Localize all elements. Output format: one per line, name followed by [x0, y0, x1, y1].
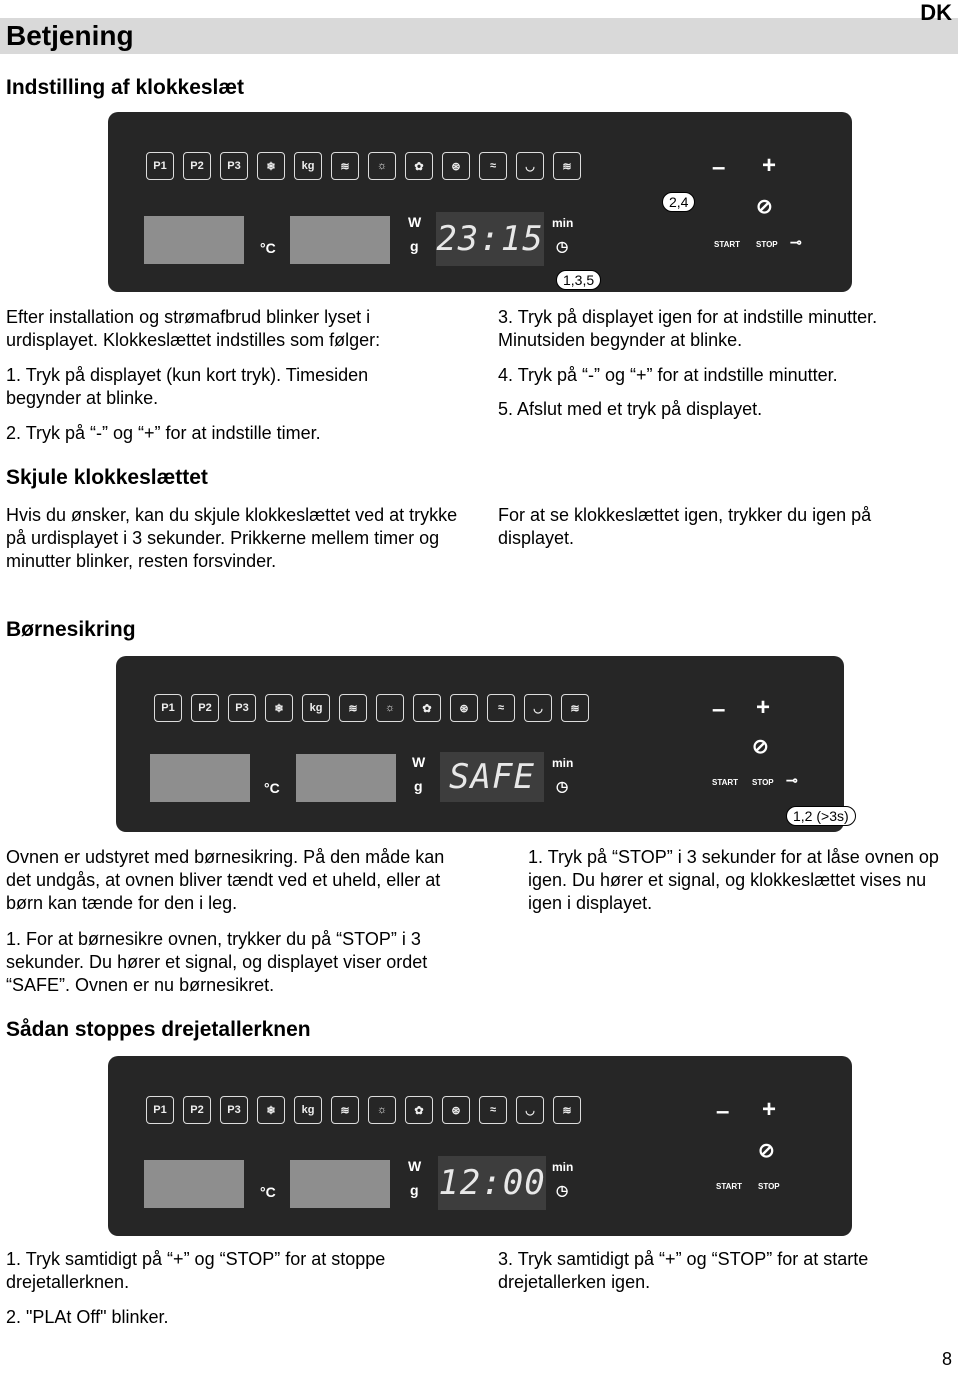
- start-button[interactable]: START: [712, 778, 739, 787]
- language-label: DK: [920, 0, 952, 25]
- page-number: 8: [941, 1349, 952, 1369]
- start-button[interactable]: START: [716, 1182, 743, 1191]
- program-icons: [146, 152, 581, 180]
- steam-icon[interactable]: ≈: [487, 694, 515, 722]
- minus-button[interactable]: –: [712, 696, 726, 723]
- header-bar: [0, 18, 958, 54]
- program-icons-2: [154, 694, 589, 722]
- temperature-box[interactable]: [144, 1160, 244, 1208]
- show-clock-text: For at se klokkeslættet igen, trykker du igen på displayet.: [498, 505, 872, 548]
- defrost-icon[interactable]: ❄: [265, 694, 293, 722]
- stop-button[interactable]: STOP: [752, 778, 774, 787]
- defrost-icon[interactable]: ❄: [257, 1096, 285, 1124]
- bowl-icon[interactable]: ◡: [524, 694, 552, 722]
- min-label: min: [552, 1160, 574, 1174]
- hot-air-icon[interactable]: ✿: [405, 152, 433, 180]
- power-box[interactable]: [296, 754, 396, 802]
- child-lock-intro: Ovnen er udstyret med børnesikring. På den måde kan det undgås, at ovnen bliver tændt ved et uheld, eller at børn kan tænde for den i leg.: [6, 847, 445, 913]
- page-title: Betjening: [6, 20, 134, 51]
- combi-icon[interactable]: ⊛: [450, 694, 478, 722]
- warm-icon[interactable]: ≋: [553, 152, 581, 180]
- min-label: min: [552, 216, 574, 230]
- plus-button[interactable]: +: [762, 152, 777, 179]
- control-panel-clock: [108, 112, 852, 292]
- plus-button[interactable]: +: [756, 694, 771, 721]
- minus-button[interactable]: –: [716, 1098, 730, 1125]
- key-icon: ⊸: [786, 772, 798, 788]
- celsius-label: °C: [260, 1184, 276, 1200]
- watt-label: W: [412, 754, 426, 770]
- p3-icon[interactable]: P3: [220, 1096, 248, 1124]
- combi-icon[interactable]: ⊛: [442, 1096, 470, 1124]
- bowl-icon[interactable]: ◡: [516, 1096, 544, 1124]
- child-lock-step-unlock: 1. Tryk på “STOP” i 3 sekunder for at låse ovnen op igen. Du hører et signal, og klokkeslættet vises nu igen i displayet.: [528, 847, 939, 913]
- p1-icon[interactable]: P1: [146, 1096, 174, 1124]
- p1-icon[interactable]: P1: [146, 152, 174, 180]
- temperature-box[interactable]: [144, 216, 244, 264]
- warm-icon[interactable]: ≋: [561, 694, 589, 722]
- grill-icon[interactable]: ≋: [339, 694, 367, 722]
- clock-step-5: 5. Afslut med et tryk på displayet.: [498, 399, 763, 419]
- turntable-step-2: 2. "PLAt Off" blinker.: [6, 1307, 169, 1327]
- clock-display[interactable]: 23:15: [436, 212, 544, 266]
- p2-icon[interactable]: P2: [183, 152, 211, 180]
- stop-button[interactable]: STOP: [756, 240, 778, 249]
- callout-1-2-3s: 1,2 (>3s): [786, 806, 856, 826]
- clock-step-3: 3. Tryk på displayet igen for at indstille minutter. Minutsiden begynder at blinke.: [498, 307, 878, 350]
- bowl-icon[interactable]: ◡: [516, 152, 544, 180]
- turntable-icon[interactable]: ⊘: [752, 736, 769, 758]
- p2-icon[interactable]: P2: [191, 694, 219, 722]
- gram-label: g: [414, 778, 423, 794]
- section-title-child-lock: Børnesikring: [6, 618, 136, 641]
- gram-label: g: [410, 1182, 419, 1198]
- turntable-step-1: 1. Tryk samtidigt på “+” og “STOP” for at stoppe drejetallerknen.: [6, 1249, 386, 1292]
- fan-icon[interactable]: ☼: [368, 1096, 396, 1124]
- time-display[interactable]: 12:00: [438, 1156, 546, 1210]
- temperature-box[interactable]: [150, 754, 250, 802]
- weight-defrost-icon[interactable]: kg: [294, 152, 322, 180]
- grill-icon[interactable]: ≋: [331, 152, 359, 180]
- child-lock-step-lock: 1. For at børnesikre ovnen, trykker du på “STOP” i 3 sekunder. Du hører et signal, og displayet viser ordet “SAFE”. Ovnen er nu børnesikret.: [6, 929, 428, 995]
- clock-step-2: 2. Tryk på “-” og “+” for at indstille timer.: [6, 423, 321, 443]
- gram-label: g: [410, 238, 419, 254]
- plus-button[interactable]: +: [762, 1096, 777, 1123]
- p1-icon[interactable]: P1: [154, 694, 182, 722]
- hide-clock-text: Hvis du ønsker, kan du skjule klokkeslættet ved at trykke på urdisplayet i 3 sekunder. Prikkerne mellem timer og minutter blinker, resten forsvinder.: [6, 505, 458, 571]
- control-panel-turntable: [108, 1056, 852, 1236]
- weight-defrost-icon[interactable]: kg: [294, 1096, 322, 1124]
- watt-label: W: [408, 1158, 422, 1174]
- control-panel-safe: [116, 656, 844, 832]
- minus-button[interactable]: –: [712, 154, 726, 181]
- watt-label: W: [408, 214, 422, 230]
- callout-2-4: 2,4: [662, 192, 695, 212]
- grill-icon[interactable]: ≋: [331, 1096, 359, 1124]
- combi-icon[interactable]: ⊛: [442, 152, 470, 180]
- stop-button[interactable]: STOP: [758, 1182, 780, 1191]
- steam-icon[interactable]: ≈: [479, 152, 507, 180]
- clock-intro: Efter installation og strømafbrud blinker lyset i urdisplayet. Klokkeslættet indstilles som følger:: [6, 307, 381, 350]
- fan-icon[interactable]: ☼: [368, 152, 396, 180]
- section-title-hide-clock: Skjule klokkeslættet: [6, 466, 208, 489]
- p3-icon[interactable]: P3: [228, 694, 256, 722]
- weight-defrost-icon[interactable]: kg: [302, 694, 330, 722]
- p3-icon[interactable]: P3: [220, 152, 248, 180]
- warm-icon[interactable]: ≋: [553, 1096, 581, 1124]
- min-label: min: [552, 756, 574, 770]
- turntable-icon[interactable]: ⊘: [756, 196, 773, 218]
- timer-icon: ◷: [556, 238, 569, 254]
- turntable-step-3: 3. Tryk samtidigt på “+” og “STOP” for at starte drejetallerken igen.: [498, 1249, 869, 1292]
- start-button[interactable]: START: [714, 240, 741, 249]
- timer-icon: ◷: [556, 1182, 569, 1198]
- p2-icon[interactable]: P2: [183, 1096, 211, 1124]
- fan-icon[interactable]: ☼: [376, 694, 404, 722]
- clock-step-1: 1. Tryk på displayet (kun kort tryk). Timesiden begynder at blinke.: [6, 365, 369, 408]
- clock-step-4: 4. Tryk på “-” og “+” for at indstille minutter.: [498, 365, 838, 385]
- celsius-label: °C: [264, 780, 280, 796]
- section-title-clock: Indstilling af klokkeslæt: [6, 76, 245, 99]
- timer-icon: ◷: [556, 778, 569, 794]
- steam-icon[interactable]: ≈: [479, 1096, 507, 1124]
- program-icons-3: [146, 1096, 581, 1124]
- hot-air-icon[interactable]: ✿: [405, 1096, 433, 1124]
- celsius-label: °C: [260, 240, 276, 256]
- hot-air-icon[interactable]: ✿: [413, 694, 441, 722]
- power-box[interactable]: [290, 1160, 390, 1208]
- safe-display[interactable]: SAFE: [440, 752, 544, 802]
- section-title-turntable: Sådan stoppes drejetallerknen: [6, 1018, 311, 1041]
- power-box[interactable]: [290, 216, 390, 264]
- callout-1-3-5: 1,3,5: [556, 270, 601, 290]
- turntable-icon[interactable]: ⊘: [758, 1140, 775, 1162]
- defrost-icon[interactable]: ❄: [257, 152, 285, 180]
- key-icon: ⊸: [790, 234, 802, 250]
